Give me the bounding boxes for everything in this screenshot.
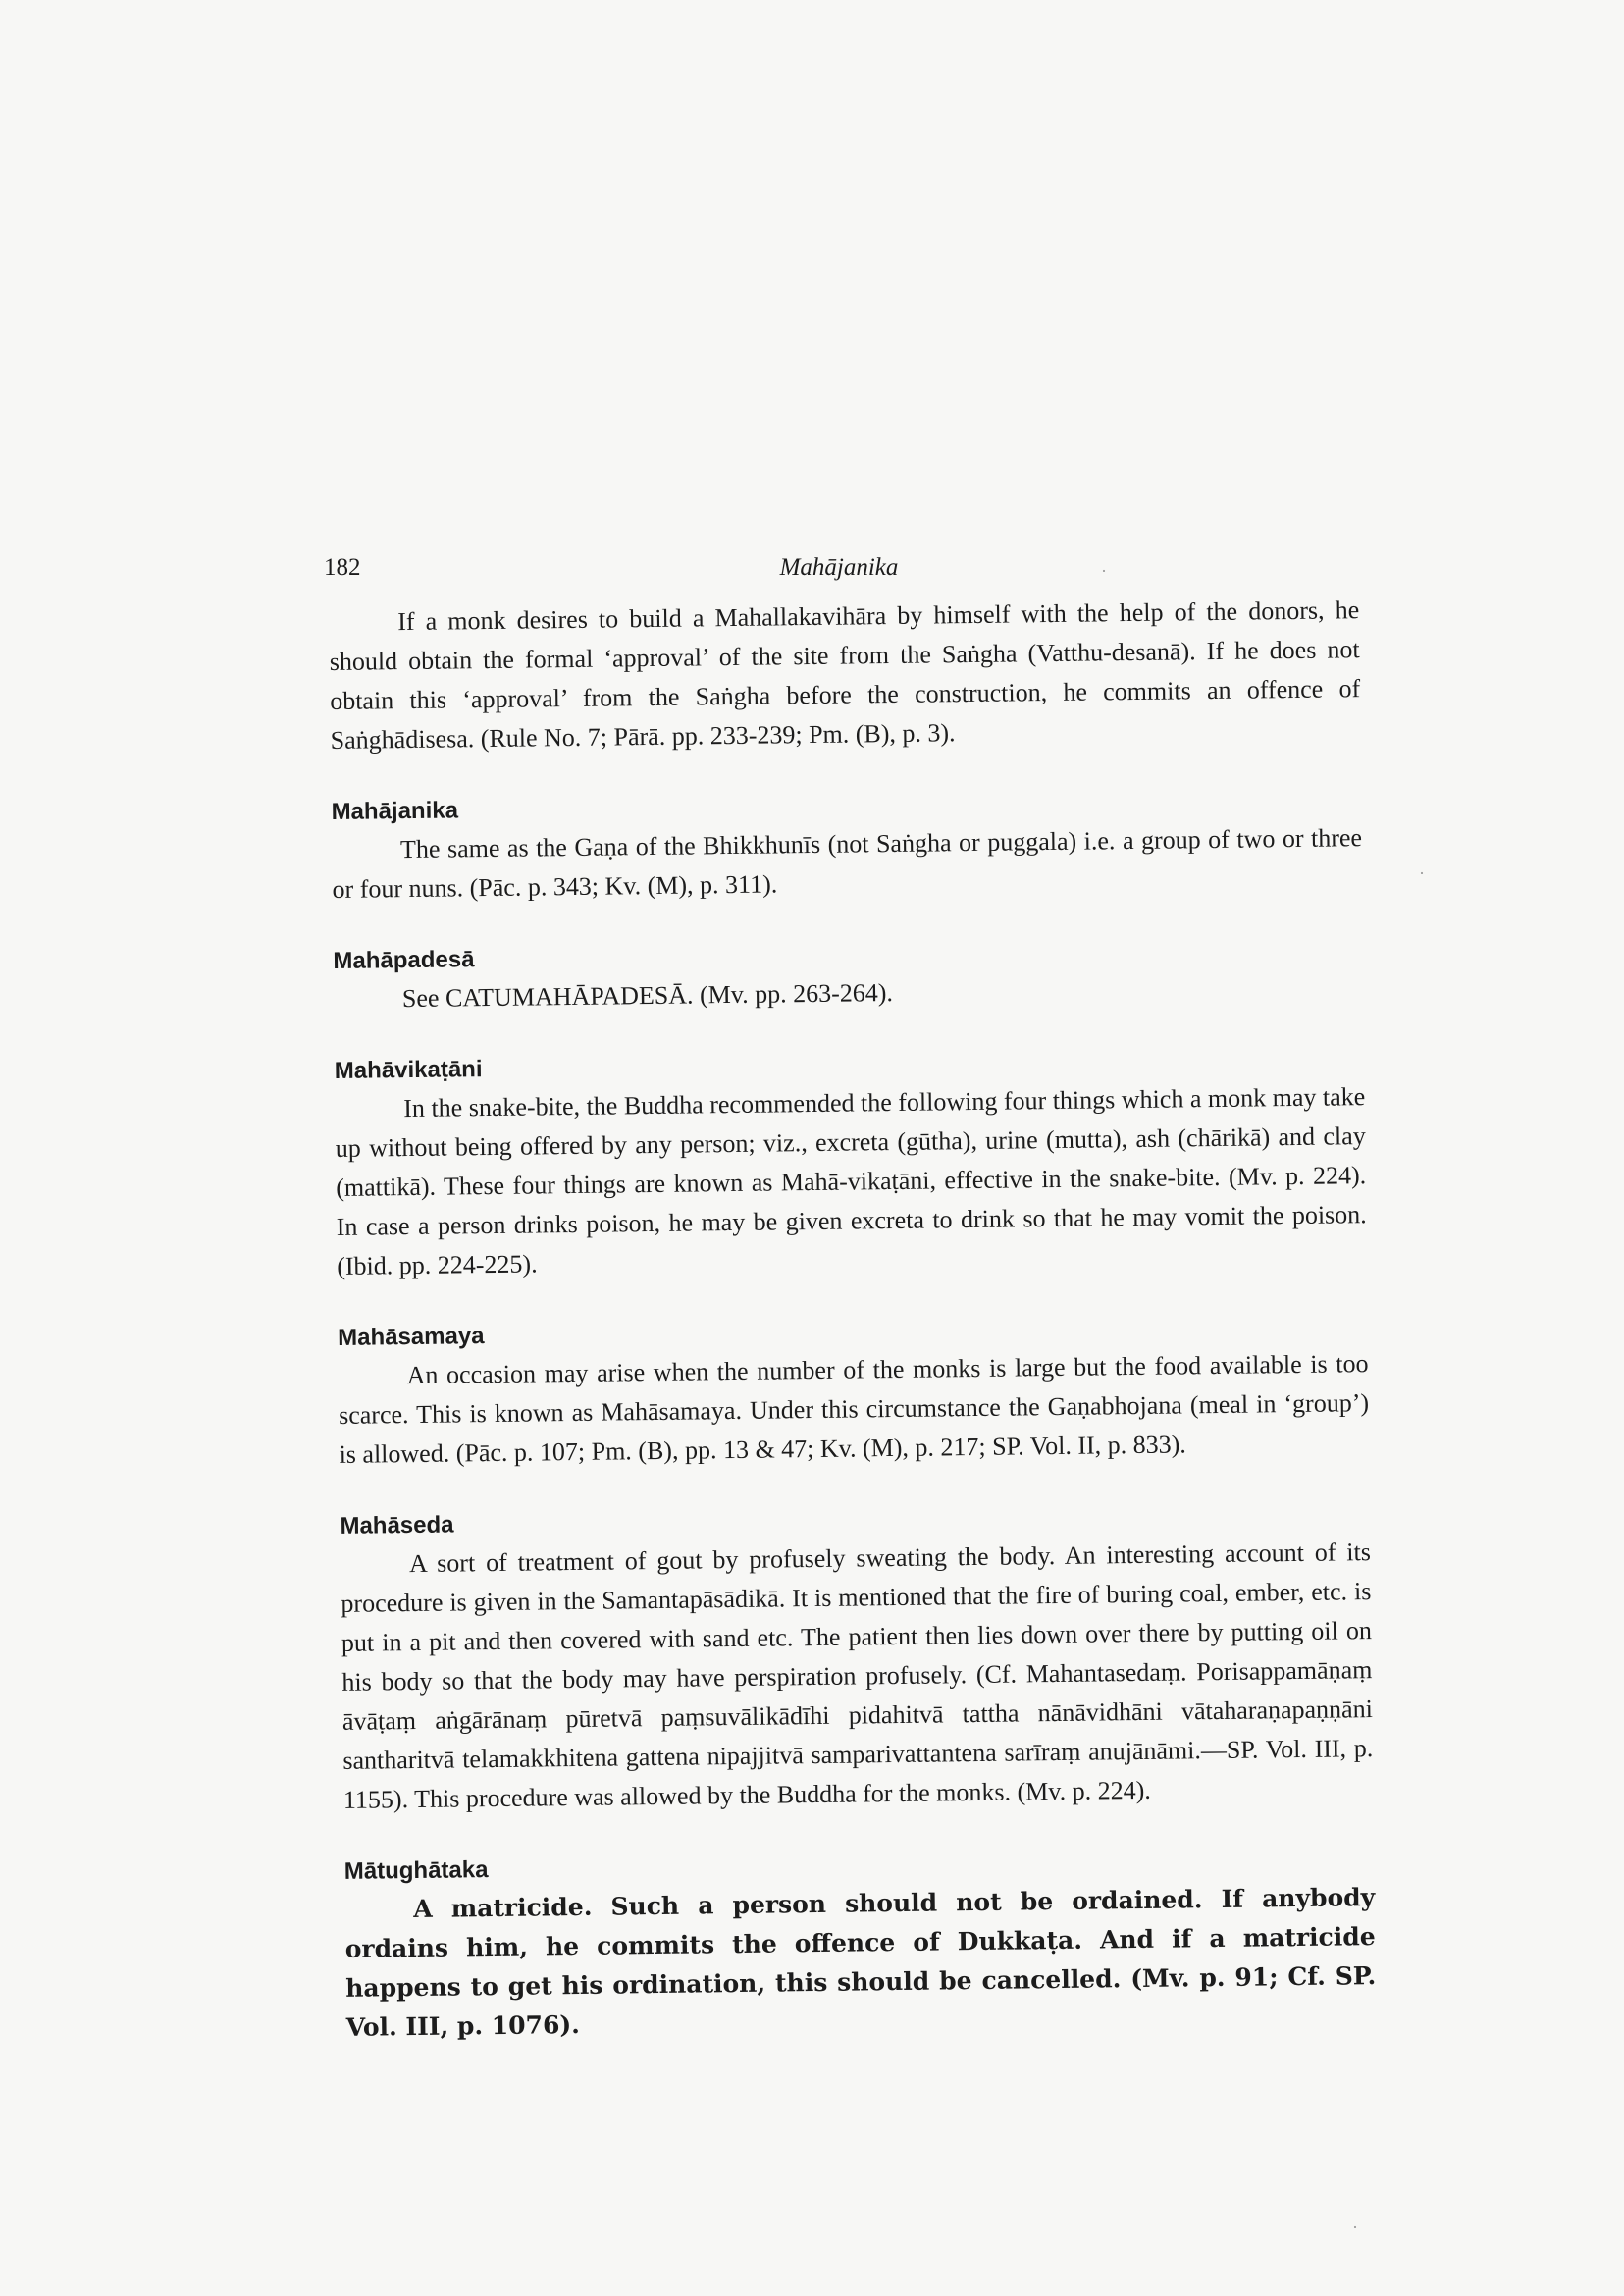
entry-mahapadesa <box>333 932 1364 1019</box>
entry-body: In the snake-bite, the Buddha recommended the following four things which a monk may take up without being offered by any person; viz., excreta (gūtha), urine (mutta), ash (chārikā) and clay (mattikā). These four things are known as Mahā-vikaṭāni, effective in the snake-bite. (Mv. p. 224). In case a person drinks poison, he may be given excreta to drink so that he may vomit the poison. (Ibid. pp. 224-225). <box>335 1082 1367 1280</box>
entry-title: Mahāseda <box>340 1511 454 1539</box>
entry-mahaseda <box>340 1497 1374 1820</box>
entry-title: Mahāvikaṭāni <box>334 1056 483 1084</box>
running-head: Mahājanika <box>779 554 899 581</box>
continued-paragraph: If a monk desires to build a Mahallakavihāra by himself with the help of the donors, he should obtain the formal ‘approval’ of the site from the Saṅgha (Vatthu-desanā). If he does not obtain this ‘approval’ from the Saṅgha before the construction, he commits an offence of Saṅghādisesa. (Rule No. 7; Pārā. pp. 233-239; Pm. (B), p. 3). <box>329 596 1361 755</box>
entry-body: The same as the Gaṇa of the Bhikkhunīs (not Saṅgha or puggala) i.e. a group of two or three or four nuns. (Pāc. p. 343; Kv. (M), p. 311). <box>332 823 1363 904</box>
entry-body: A matricide. Such a person should not be ordained. If anybody ordains him, he commits the offence of Dukkaṭa. And if a matricide happens to get his ordination, this should be cancelled. (Mv. p. 91; Cf. SP. Vol. III, p. 1076). <box>344 1883 1377 2042</box>
page-number: 182 <box>324 554 361 581</box>
entry-body: See CATUMAHĀPADESĀ. (Mv. pp. 263-264). <box>401 978 894 1014</box>
entry-title: Mahāpadesā <box>333 946 475 974</box>
entry-matughataka <box>344 1843 1377 2048</box>
page-content <box>329 591 1377 2048</box>
entry-body: A sort of treatment of gout by profusely sweating the body. An interesting account of its procedure is given in the Samantapāsādikā. It is mentioned that the fire of buring coal, ember, etc. is put in a pit and then covered with sand etc. The patient then lies down over there by putting oil on his body so that the body may have perspiration profusely. (Cf. Mahantasedaṃ. Porisappamāṇaṃ āvāṭaṃ aṅgārānaṃ pūretvā paṃsuvālikādīhi pidahitvā tattha nānāvidhāni vātaharaṇapaṇṇāni santharitvā telamakkhitena gattena nipajjitvā samparivattantena sarīraṃ anujānāmi.—SP. Vol. III, p. 1155). This procedure was allowed by the Buddha for the monks. (Mv. p. 224). <box>341 1538 1374 1814</box>
entry-title: Mahājanika <box>331 797 459 825</box>
scan-speck: · <box>1101 561 1107 581</box>
entry-title: Mahāsamaya <box>337 1323 485 1351</box>
entry-body: An occasion may arise when the number of the monks is large but the food available is too scarce. This is known as Mahāsamaya. Under this circumstance the Gaṇabhojana (meal in ‘group’) is allowed. (Pāc. p. 107; Pm. (B), pp. 13 & 47; Kv. (M), p. 217; SP. Vol. II, p. 833). <box>338 1349 1370 1469</box>
scan-speck: · <box>1419 863 1425 883</box>
entry-mahavikatani <box>335 1042 1368 1286</box>
scan-speck: · <box>1352 2218 1358 2237</box>
entry-mahajanika <box>331 783 1362 910</box>
entry-title: Mātughātaka <box>343 1856 489 1885</box>
page-header <box>324 554 1354 594</box>
entry-mahasamaya <box>338 1309 1370 1475</box>
